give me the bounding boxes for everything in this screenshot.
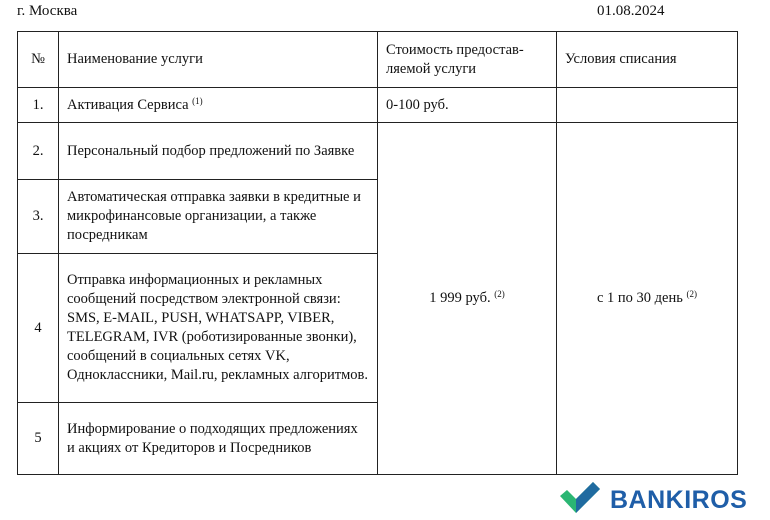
- footnote-ref: (2): [494, 289, 505, 299]
- merged-cost-text: 1 999 руб.: [429, 290, 491, 306]
- service-name: Автоматическая отправка заявки в кредитные и микрофинансовые организации, а также посредникам: [59, 180, 378, 254]
- service-name: [59, 88, 378, 123]
- row-number: 5: [18, 403, 59, 475]
- column-header-service: Наименование услуги: [59, 32, 378, 88]
- row-number: 2.: [18, 123, 59, 180]
- service-name: Информирование о подходящих предложениях и акциях от Кредиторов и Посредников: [59, 403, 378, 475]
- merged-terms-cell: [557, 123, 738, 475]
- column-header-number: №: [18, 32, 59, 88]
- service-name-text: Активация Сервиса: [67, 96, 189, 113]
- column-header-cost: [378, 32, 557, 88]
- table-row: [18, 88, 738, 123]
- services-table: [17, 31, 738, 475]
- row-number: 1.: [18, 88, 59, 123]
- table-row: [18, 123, 738, 180]
- column-header-cost-text: Стоимость предостав- ляемой услуги: [386, 41, 524, 77]
- service-terms: [557, 88, 738, 123]
- column-header-terms: Условия списания: [557, 32, 738, 88]
- footnote-ref: (1): [192, 95, 203, 106]
- service-name: Отправка информационных и рекламных сообщений посредством электронной связи: SMS, E-MAIL, PUSH, WHATSAPP, VIBER, TELEGRAM, IVR (роботизированные звонки), сообщений в социальных сетях VK, Одноклассники, Mail.ru, рекламных алгоритмов.: [59, 254, 378, 403]
- merged-terms-text: с 1 по 30 день: [596, 290, 683, 306]
- city-label: г. Москва: [17, 3, 78, 19]
- document-date: 01.08.2024: [597, 3, 665, 19]
- row-number: 3.: [18, 180, 59, 254]
- logo-wordmark: BANKIROS: [610, 486, 748, 514]
- service-cost: 0-100 руб.: [378, 88, 557, 123]
- table-header-row: [18, 32, 738, 88]
- service-name: Персональный подбор предложений по Заявке: [59, 123, 378, 180]
- merged-cost-cell: [378, 123, 557, 475]
- bankiros-logo: [558, 480, 763, 520]
- footnote-ref: (2): [686, 289, 697, 299]
- checkmark-logo-icon: [558, 482, 602, 516]
- row-number: 4: [18, 254, 59, 403]
